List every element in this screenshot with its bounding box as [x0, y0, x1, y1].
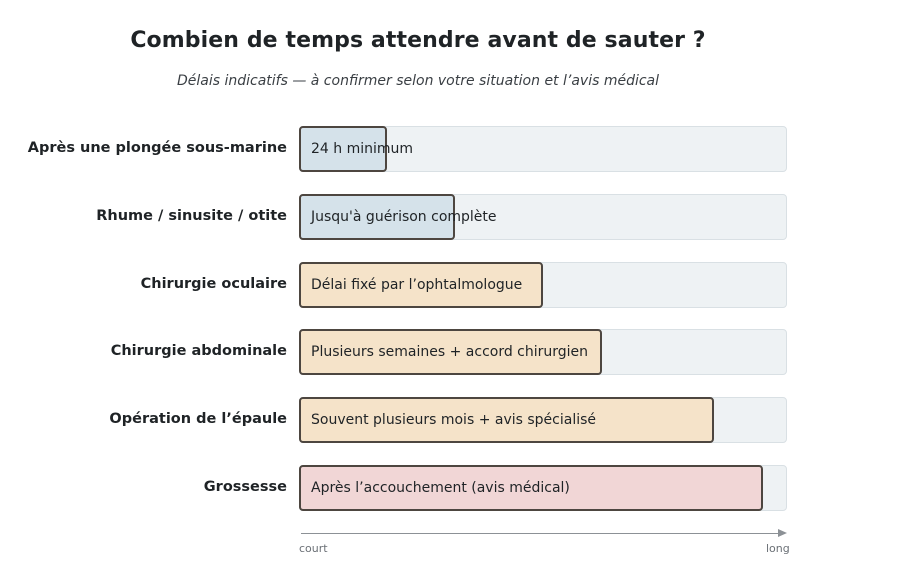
bar-label: Plusieurs semaines + accord chirurgien	[311, 344, 589, 360]
category-label: Après une plongée sous-marine	[27, 140, 287, 156]
chart-title: Combien de temps attendre avant de sauter ?	[130, 28, 706, 53]
x-axis-max-label: long	[766, 542, 790, 555]
x-axis-min-label: court	[299, 542, 328, 555]
x-axis-line	[301, 533, 779, 534]
bar-label: Délai fixé par l’ophtalmologue	[311, 277, 523, 293]
category-label: Opération de l’épaule	[109, 411, 287, 427]
bar-label: Souvent plusieurs mois + avis spécialisé	[311, 412, 597, 428]
bar-label: 24 h minimum	[311, 141, 414, 157]
category-label: Rhume / sinusite / otite	[96, 208, 287, 224]
category-label: Chirurgie abdominale	[110, 343, 287, 359]
category-label: Grossesse	[203, 479, 287, 495]
bar-label: Jusqu'à guérison complète	[311, 209, 497, 225]
chart-subtitle: Délais indicatifs — à confirmer selon votre situation et l’avis médical	[176, 73, 660, 89]
category-label: Chirurgie oculaire	[140, 276, 287, 292]
x-axis-arrow-icon	[778, 529, 787, 537]
bar-label: Après l’accouchement (avis médical)	[311, 480, 570, 496]
